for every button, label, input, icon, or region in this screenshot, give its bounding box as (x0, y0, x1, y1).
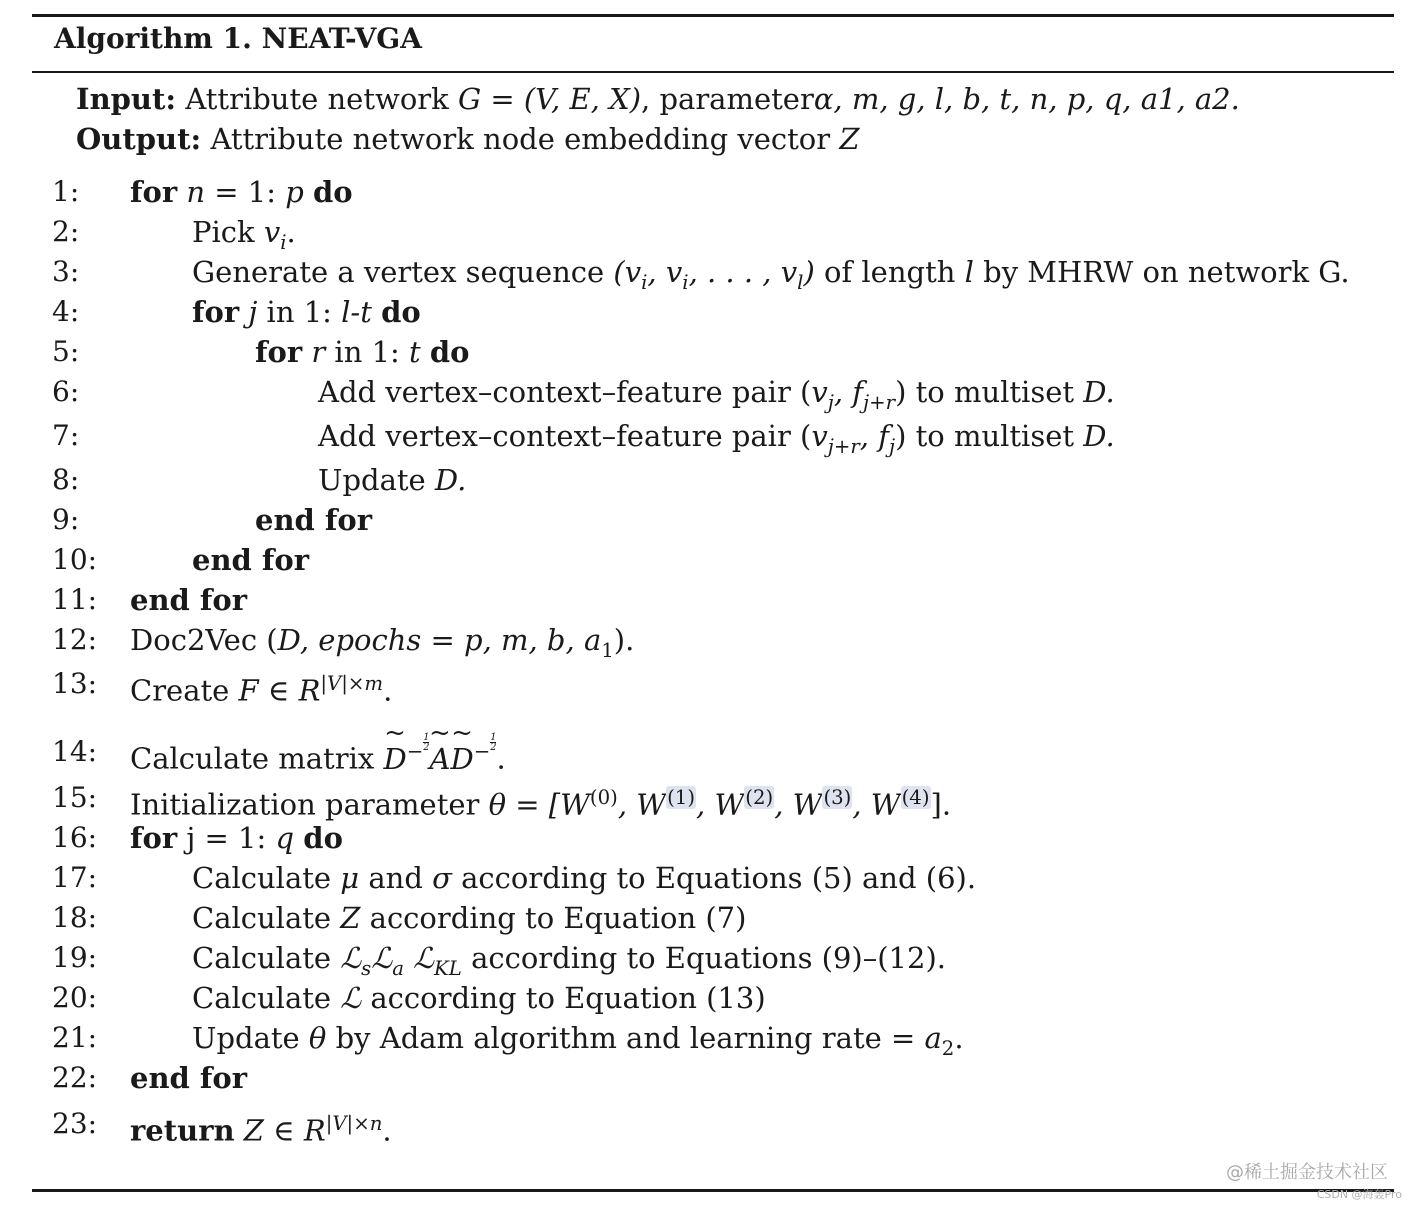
line-number: 20: (52, 981, 98, 1014)
line-number: 17: (52, 861, 98, 894)
line-number: 1: (52, 175, 80, 208)
line-number: 12: (52, 623, 98, 656)
line-number: 21: (52, 1021, 98, 1054)
keyword: for (130, 821, 178, 855)
keyword: do (313, 175, 353, 209)
output-text: Attribute network node embedding vector (210, 122, 840, 156)
line-number: 3: (52, 255, 80, 288)
line-number: 7: (52, 419, 80, 452)
input-text: Attribute network (185, 82, 458, 116)
line-number: 9: (52, 503, 80, 536)
input-spec (76, 82, 1240, 116)
keyword: do (303, 821, 343, 855)
input-label: Input: (76, 82, 177, 116)
line-number: 8: (52, 463, 80, 496)
keyword: do (429, 335, 470, 369)
line-number: 18: (52, 901, 98, 934)
line-number: 4: (52, 295, 80, 328)
line-number: 13: (52, 667, 98, 700)
line-number: 15: (52, 781, 98, 814)
input-param-label: , parameter (641, 82, 814, 116)
keyword: end for (130, 1061, 248, 1095)
keyword: for (130, 175, 178, 209)
output-math: Z (839, 122, 860, 156)
algorithm-title: Algorithm 1. NEAT-VGA (54, 22, 422, 55)
keyword: for (192, 295, 240, 329)
line-number: 10: (52, 543, 98, 576)
line-number: 11: (52, 583, 98, 616)
output-label: Output: (76, 122, 202, 156)
keyword: for (255, 335, 303, 369)
line-number: 6: (52, 375, 80, 408)
keyword: do (381, 295, 421, 329)
keyword: end for (192, 543, 310, 577)
keyword: end for (255, 503, 373, 537)
line-number: 2: (52, 215, 80, 248)
keyword: end for (130, 583, 248, 617)
line-number: 16: (52, 821, 98, 854)
title-rule (32, 71, 1394, 73)
bottom-rule (32, 1189, 1394, 1192)
line-number: 19: (52, 941, 98, 974)
line-number: 5: (52, 335, 80, 368)
input-params: α, m, g, l, b, t, n, p, q, a1, a2. (813, 82, 1240, 116)
input-math: G = (V, E, X) (457, 82, 642, 116)
line-number: 14: (52, 735, 98, 768)
watermark-secondary: CSDN @海轰Pro (1316, 1188, 1402, 1201)
output-spec (76, 122, 860, 156)
line-number: 22: (52, 1061, 98, 1094)
line-number: 23: (52, 1107, 98, 1140)
keyword: return (130, 1113, 235, 1148)
top-rule (32, 14, 1394, 17)
watermark-primary: @稀土掘金技术社区 (1226, 1162, 1388, 1183)
